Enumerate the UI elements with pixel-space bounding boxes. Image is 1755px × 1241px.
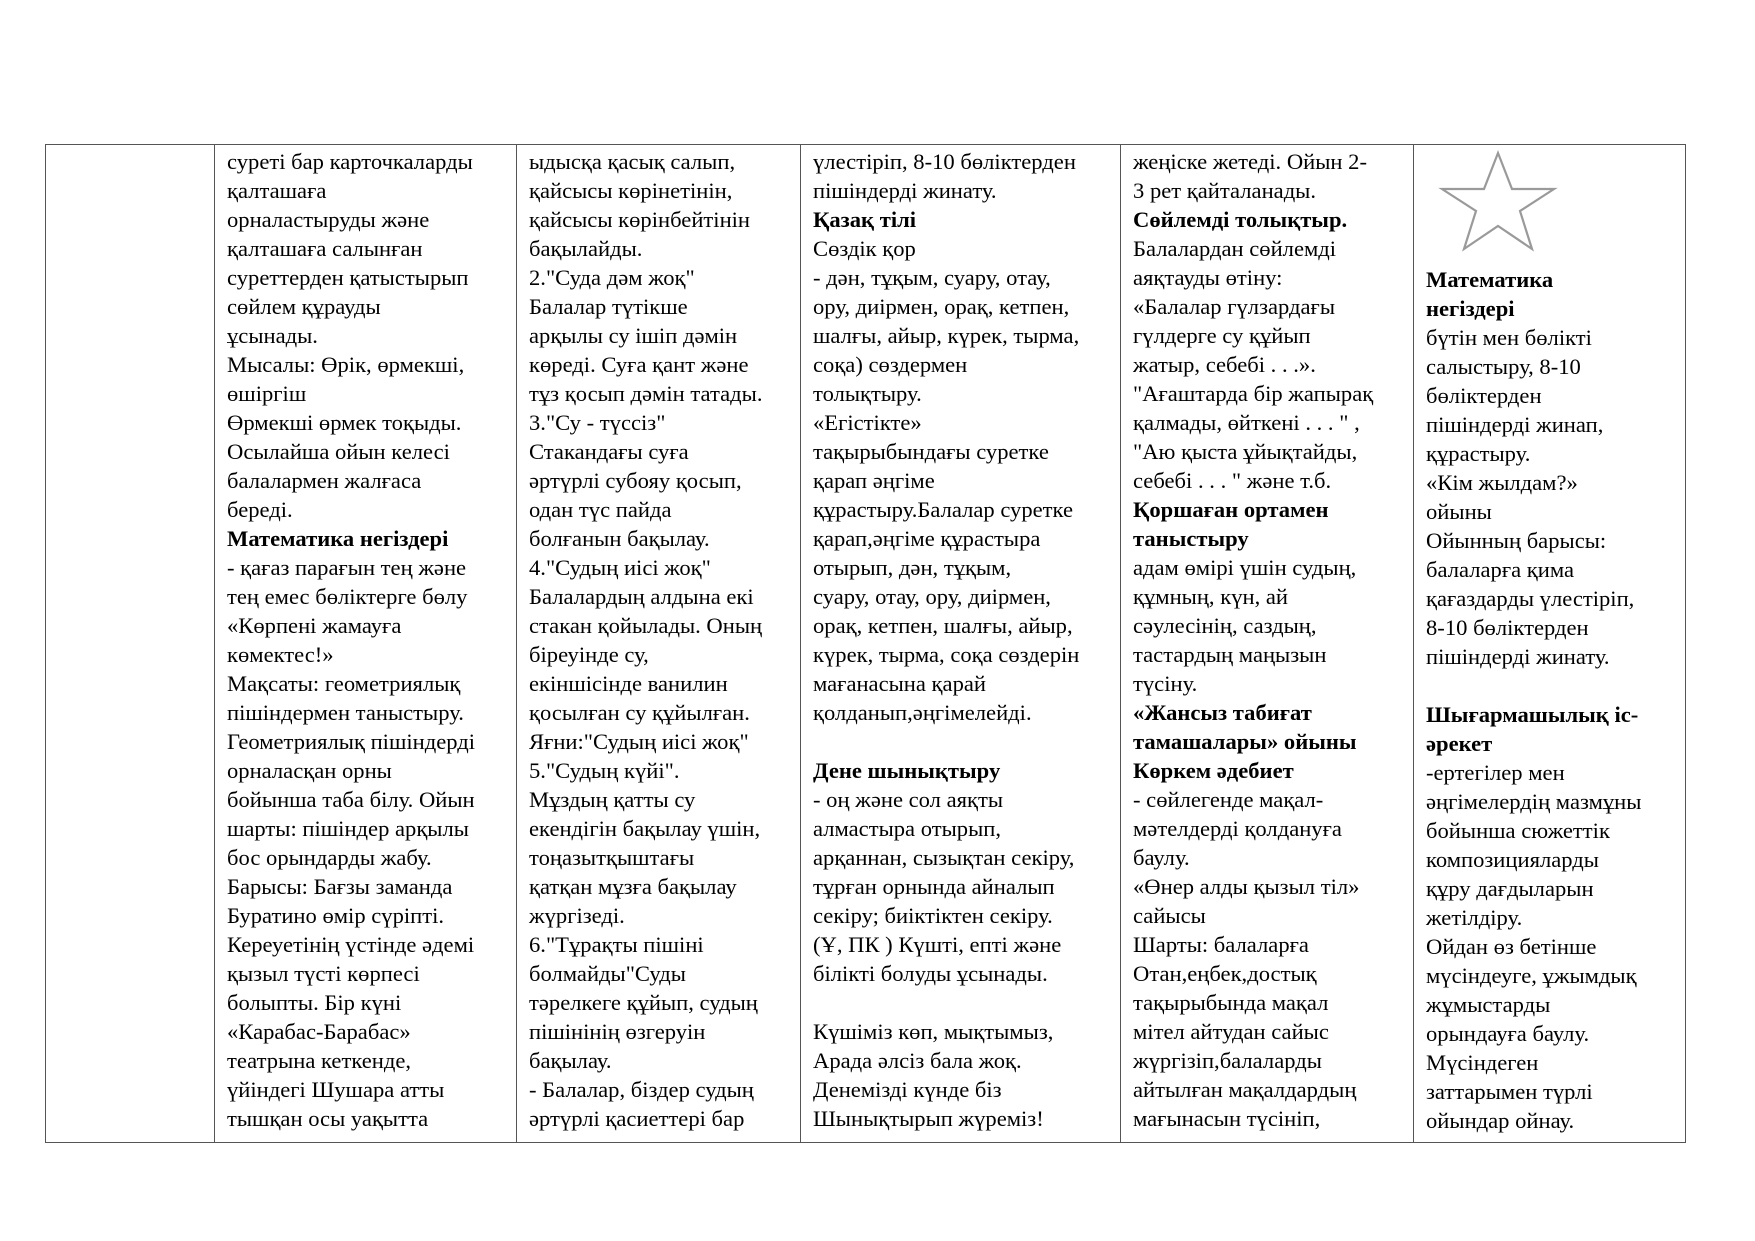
cell-text-line: құрастыру.Балалар суретке: [813, 497, 1073, 522]
cell-text-line: Стакандағы суға: [529, 439, 689, 464]
cell-text-line: «Көрпені жамауға: [227, 613, 402, 638]
cell-text-line: бақылайды.: [529, 236, 643, 261]
cell-text-line: бос орындарды жабу.: [227, 845, 432, 870]
cell-text-line: одан түс пайда: [529, 497, 672, 522]
cell-text-line: құрастыру.: [1426, 441, 1531, 466]
cell-text-line: Мұздың қатты су: [529, 787, 696, 812]
cell-heading: Сөйлемді толықтыр.: [1133, 207, 1348, 232]
cell-text-line: жұмыстарды: [1426, 992, 1551, 1017]
cell-text-line: мәтелдерді қолдануға: [1133, 816, 1342, 841]
cell-text-line: Кереуетінің үстінде әдемі: [227, 932, 475, 957]
cell-text-line: әртүрлі қасиеттері бар: [529, 1106, 745, 1131]
cell-text-line: көмектес!»: [227, 642, 334, 667]
cell-text-line: құмның, күн, ай: [1133, 584, 1289, 609]
cell-text-line: Мысалы: Өрік, өрмекші,: [227, 352, 465, 377]
cell-text-line: "Ағаштарда бір жапырақ: [1133, 381, 1374, 406]
cell-text-line: тастардың маңызын: [1133, 642, 1327, 667]
cell-text-line: адам өмірі үшін судың,: [1133, 555, 1357, 580]
cell-text-line: ойындар ойнау.: [1426, 1108, 1575, 1133]
cell-text-line: орындауға баулу.: [1426, 1021, 1590, 1046]
cell-text-line: жетілдіру.: [1426, 905, 1523, 930]
cell-text-line: стакан қойылады. Оның: [529, 613, 763, 638]
cell-text-line: секіру; биіктіктен секіру.: [813, 903, 1053, 928]
cell-text-line: орналасқан орны: [227, 758, 392, 783]
table-cell-col5: [1121, 145, 1414, 1143]
cell-text-line: -ертегілер мен: [1426, 760, 1565, 785]
cell-text-line: балалармен жалғаса: [227, 468, 422, 493]
cell-text-line: 2."Суда дәм жоқ": [529, 265, 695, 290]
cell-text-line: өшіргіш: [227, 381, 307, 406]
cell-text-line: біреуінде су,: [529, 642, 649, 667]
cell-text-line: отырып, дән, тұқым,: [813, 555, 1012, 580]
cell-text-line: тәрелкеге құйып, судың: [529, 990, 758, 1015]
cell-text-line: тақырыбында мақал: [1133, 990, 1329, 1015]
cell-text-line: арқаннан, сызықтан секіру,: [813, 845, 1075, 870]
cell-text-line: болмайды"Суды: [529, 961, 686, 986]
cell-text-line: шарты: пішіндер арқылы: [227, 816, 469, 841]
cell-heading: Математика: [1426, 267, 1554, 292]
cell-heading: Көркем әдебиет: [1133, 758, 1294, 783]
cell-text-line: қалмады, өйткені . . . " ,: [1133, 410, 1360, 435]
cell-heading: негіздері: [1426, 296, 1515, 321]
cell-text-line: жүргізіп,балаларды: [1133, 1048, 1322, 1073]
cell-text-line: Осылайша ойын келесі: [227, 439, 450, 464]
cell-text-line: тұрған орнында айналып: [813, 874, 1055, 899]
cell-text-line: «Өнер алды қызыл тіл»: [1133, 874, 1360, 899]
cell-text-line: арқылы су ішіп дәмін: [529, 323, 738, 348]
cell-text-line: тұз қосып дәмін татады.: [529, 381, 763, 406]
cell-text-line: «Карабас-Барабас»: [227, 1019, 411, 1044]
cell-heading: тамашалары» ойыны: [1133, 729, 1357, 754]
cell-heading: Дене шынықтыру: [813, 758, 1001, 783]
cell-text-line: қарап,әңгіме құрастыра: [813, 526, 1041, 551]
cell-text-line: Сөздік қор: [813, 236, 916, 261]
cell-text-line: 5."Судың күйі".: [529, 758, 680, 783]
cell-text-line: салыстыру, 8-10: [1426, 354, 1581, 379]
cell-text-line: пішіндерді жинату.: [1426, 644, 1610, 669]
cell-text-line: бөліктерден: [1426, 383, 1542, 408]
cell-heading: Қазақ тілі: [813, 207, 917, 232]
cell-text-line: Күшіміз көп, мықтымыз,: [813, 1019, 1054, 1044]
cell-text-line: қатқан мұзға бақылау: [529, 874, 737, 899]
cell-heading: «Жансыз табиғат: [1133, 700, 1312, 725]
cell-text-line: Отан,еңбек,достық: [1133, 961, 1317, 986]
table-cell-col1: [46, 145, 215, 1143]
cell-text-line: [1426, 671, 1677, 700]
cell-text-line: қолданып,әңгімелейді.: [813, 700, 1032, 725]
cell-text-line: Барысы: Бағзы заманда: [227, 874, 453, 899]
cell-text-line: қайсысы көрінбейтінін: [529, 207, 751, 232]
cell-text-line: Денемізді күнде біз: [813, 1077, 1002, 1102]
cell-text-line: баулу.: [1133, 845, 1190, 870]
star-outline-icon: [1426, 147, 1677, 265]
cell-text-line: бойынша таба білу. Ойын: [227, 787, 475, 812]
cell-text-line: аяқтауды өтіну:: [1133, 265, 1283, 290]
cell-text-line: ору, диірмен, орақ, кетпен,: [813, 294, 1070, 319]
cell-text-line: [813, 988, 1112, 1017]
cell-text-line: жүргізеді.: [529, 903, 625, 928]
cell-text-line: - оң және сол аяқты: [813, 787, 1004, 812]
cell-text-line: әртүрлі субояу қосып,: [529, 468, 742, 493]
cell-text-line: айтылған мақалдардың: [1133, 1077, 1357, 1102]
cell-heading: Қоршаған ортамен: [1133, 497, 1329, 522]
cell-text-line: Мақсаты: геометриялық: [227, 671, 461, 696]
cell-text-line: «Егістікте»: [813, 410, 922, 435]
cell-text-line: қарап әңгіме: [813, 468, 935, 493]
cell-text-line: суреті бар карточкаларды: [227, 149, 473, 174]
cell-text-line: Ойдан өз бетінше: [1426, 934, 1597, 959]
cell-text-line: қызыл түсті көрпесі: [227, 961, 420, 986]
cell-text-line: композицияларды: [1426, 847, 1599, 872]
cell-text-line: ыдысқа қасық салып,: [529, 149, 736, 174]
cell-text-line: пішіндерді жинату.: [813, 178, 997, 203]
cell-text-line: (Ұ, ПК ) Күшті, епті және: [813, 932, 1062, 957]
cell-text-line: Ойынның барысы:: [1426, 528, 1607, 553]
cell-text-line: 3 рет қайталанады.: [1133, 178, 1317, 203]
cell-heading: Математика негіздері: [227, 526, 449, 551]
cell-text-line: Яғни:"Судың иісі жоқ": [529, 729, 749, 754]
cell-text-line: суару, отау, ору, диірмен,: [813, 584, 1051, 609]
cell-heading: әрекет: [1426, 731, 1493, 756]
cell-text-line: бақылау.: [529, 1048, 612, 1073]
cell-text-line: "Аю қыста ұйықтайды,: [1133, 439, 1358, 464]
cell-text-line: сәулесінің, саздың,: [1133, 613, 1317, 638]
cell-text-line: Арада әлсіз бала жоқ.: [813, 1048, 1022, 1073]
cell-text-line: орналастыруды және: [227, 207, 430, 232]
cell-text-line: орақ, кетпен, шалғы, айыр,: [813, 613, 1073, 638]
cell-text-line: жеңіске жетеді. Ойын 2-: [1133, 149, 1367, 174]
cell-text-line: сайысы: [1133, 903, 1206, 928]
cell-text-line: - дән, тұқым, суару, отау,: [813, 265, 1051, 290]
cell-text-line: қалташаға: [227, 178, 327, 203]
cell-text-line: мағынасын түсініп,: [1133, 1106, 1321, 1131]
cell-text-line: әңгімелердің мазмұны: [1426, 789, 1642, 814]
cell-text-line: Өрмекші өрмек тоқыды.: [227, 410, 462, 435]
cell-text-line: алмастыра отырып,: [813, 816, 1001, 841]
cell-heading: таныстыру: [1133, 526, 1249, 551]
cell-text-line: болыпты. Бір күні: [227, 990, 402, 1015]
cell-text-line: - қағаз парағын тең және: [227, 555, 467, 580]
cell-text-line: білікті болуды ұсынады.: [813, 961, 1048, 986]
cell-text-line: Шарты: балаларға: [1133, 932, 1309, 957]
cell-text-line: ойыны: [1426, 499, 1492, 524]
cell-text-line: 8-10 бөліктерден: [1426, 615, 1589, 640]
cell-text-line: гүлдерге су құйып: [1133, 323, 1311, 348]
cell-text-line: ұсынады.: [227, 323, 318, 348]
cell-text-line: - сөйлегенде мақал-: [1133, 787, 1324, 812]
cell-text-line: пішіндермен таныстыру.: [227, 700, 464, 725]
cell-text-line: үйіндегі Шушара атты: [227, 1077, 445, 1102]
cell-text-line: Балалардан сөйлемді: [1133, 236, 1337, 261]
cell-text-line: балаларға қима: [1426, 557, 1575, 582]
table-cell-col6: [1414, 145, 1686, 1143]
cell-text-line: тышқан осы уақытта: [227, 1106, 429, 1131]
cell-text-line: «Балалар гүлзардағы: [1133, 294, 1336, 319]
table-cell-col3: [517, 145, 801, 1143]
cell-text-line: [813, 727, 1112, 756]
cell-text-line: қалташаға салынған: [227, 236, 423, 261]
cell-text-line: заттарымен түрлі: [1426, 1079, 1593, 1104]
cell-text-line: екіншісінде ванилин: [529, 671, 728, 696]
cell-text-line: болғанын бақылау.: [529, 526, 710, 551]
cell-text-line: «Кім жылдам?»: [1426, 470, 1578, 495]
cell-text-line: себебі . . . " және т.б.: [1133, 468, 1332, 493]
cell-text-line: сөйлем құрауды: [227, 294, 381, 319]
cell-text-line: тақырыбындағы суретке: [813, 439, 1049, 464]
cell-text-line: күрек, тырма, соқа сөздерін: [813, 642, 1080, 667]
table-row: [46, 145, 1686, 1143]
cell-text-line: суреттерден қатыстырып: [227, 265, 469, 290]
cell-text-line: мітел айтудан сайыс: [1133, 1019, 1329, 1044]
cell-text-line: тоңазытқыштағы: [529, 845, 695, 870]
cell-text-line: Геометриялық пішіндерді: [227, 729, 476, 754]
cell-text-line: Шынықтырып жүреміз!: [813, 1106, 1044, 1131]
cell-text-line: шалғы, айыр, күрек, тырма,: [813, 323, 1080, 348]
cell-text-line: 6."Тұрақты пішіні: [529, 932, 704, 957]
table-cell-col2: [215, 145, 517, 1143]
cell-text-line: толықтыру.: [813, 381, 922, 406]
cell-text-line: Балалар түтікше: [529, 294, 688, 319]
cell-text-line: жатыр, себебі . . .».: [1133, 352, 1316, 377]
cell-text-line: түсіну.: [1133, 671, 1198, 696]
plan-table: [45, 144, 1686, 1143]
cell-text-line: тең емес бөліктерге бөлу: [227, 584, 468, 609]
cell-text-line: бойынша сюжеттік: [1426, 818, 1610, 843]
cell-text-line: 4."Судың иісі жоқ": [529, 555, 711, 580]
cell-heading: Шығармашылық іс-: [1426, 702, 1639, 727]
cell-text-line: бүтін мен бөлікті: [1426, 325, 1592, 350]
cell-text-line: құру дағдыларын: [1426, 876, 1594, 901]
cell-text-line: береді.: [227, 497, 293, 522]
cell-text-line: соқа) сөздермен: [813, 352, 968, 377]
cell-text-line: қайсысы көрінетінін,: [529, 178, 733, 203]
cell-text-line: мүсіндеуге, ұжымдық: [1426, 963, 1637, 988]
cell-text-line: үлестіріп, 8-10 бөліктерден: [813, 149, 1076, 174]
cell-text-line: қағаздарды үлестіріп,: [1426, 586, 1635, 611]
cell-text-line: Буратино өмір сүріпті.: [227, 903, 445, 928]
cell-text-line: пішінінің өзгеруін: [529, 1019, 706, 1044]
table-cell-col4: [801, 145, 1121, 1143]
cell-text-line: екендігін бақылау үшін,: [529, 816, 761, 841]
cell-text-line: қосылған су құйылған.: [529, 700, 750, 725]
cell-text-line: Балалардың алдына екі: [529, 584, 754, 609]
cell-text-line: - Балалар, біздер судың: [529, 1077, 754, 1102]
cell-text-line: көреді. Суға қант және: [529, 352, 749, 377]
cell-text-line: театрына кеткенде,: [227, 1048, 412, 1073]
cell-text-line: пішіндерді жинап,: [1426, 412, 1604, 437]
cell-text-line: мағанасына қарай: [813, 671, 986, 696]
cell-text-line: Мүсіндеген: [1426, 1050, 1539, 1075]
cell-text-line: 3."Су - түссіз": [529, 410, 666, 435]
